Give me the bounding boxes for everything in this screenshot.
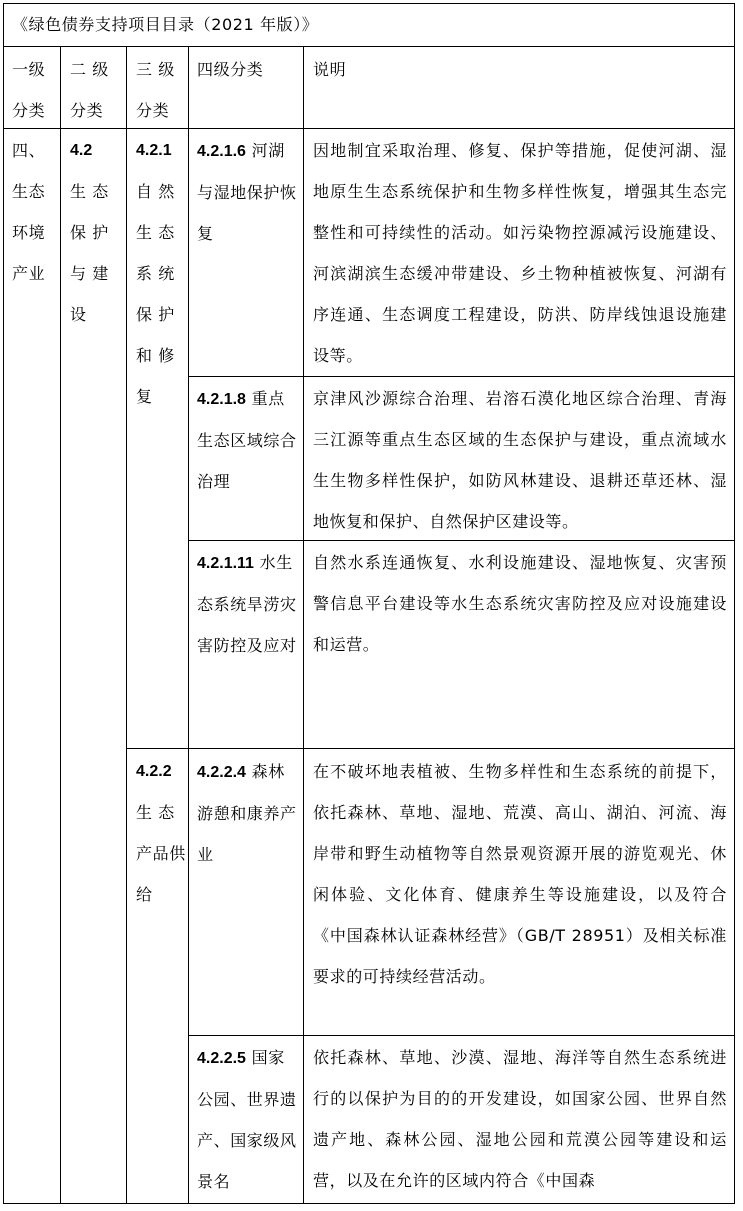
rule-row1-bottom [188,376,735,377]
level2-name: 生 态保 护与 建设 [70,182,109,324]
level3-name: 自 然生 态系 统保 护和 修复 [136,182,175,406]
table-row [197,130,297,254]
table-row [197,1037,297,1202]
level4-code: 4.2.1.8 [197,391,246,408]
level3-code: 4.2.1 [136,142,172,159]
rule-col3 [188,46,189,1204]
rule-col1 [60,46,61,1204]
row-description: 京津风沙源综合治理、岩溶石漠化地区综合治理、青海三江源等重点生态区域的生态保护与建设，重点流域水生生物多样性保护，如防风林建设、退耕还草还林、湿地恢复和保护、自然保护区建设等。 [313,389,727,531]
table-title: 《绿色债券支持项目目录（2021 年版）》 [12,15,319,34]
row-description: 自然水系连通恢复、水利设施建设、湿地恢复、灾害预警信息平台建设等水生态系统灾害防控及应对设施建设和运营。 [313,553,727,654]
level4-code: 4.2.2.4 [197,764,246,781]
level4-name: 国家公园、世界遗产、国家级风景名 [197,1048,297,1191]
rule-left [3,3,4,1204]
rule-col2 [126,46,127,1204]
level4-name: 水生态系统旱涝灾害防控及应对 [197,553,297,655]
level4-name: 重点生态区域综合治理 [197,389,297,491]
level3-name: 生 态产品供给 [136,803,186,904]
rule-right [734,3,735,1204]
level1-label: 四、生态环境产业 [12,141,46,283]
rule-row3-bottom [126,748,735,749]
rule-bottom [3,1203,735,1204]
rule-top [3,3,735,4]
header-level2-line2: 分类 [70,101,104,120]
level2-code: 4.2 [70,142,93,159]
table-row [197,542,297,666]
level4-name: 河湖与湿地保护恢复 [197,141,297,243]
level3-code: 4.2.2 [136,763,172,780]
table-row [197,751,297,875]
row-description: 因地制宜采取治理、修复、保护等措施，促使河湖、湿地原生生态系统保护和生物多样性恢复，增强其生态完整性和可持续性的活动。如污染物控源减污设施建设、河滨湖滨生态缓冲带建设、乡土物种植被恢复、河湖有序连通、生态调度工程建设，防洪、防岸线蚀退设施建设等。 [313,141,727,365]
level4-code: 4.2.2.5 [197,1050,246,1067]
header-level1: 一级分类 [12,60,46,120]
header-level3-line1: 三 级 [136,60,175,79]
header-level2-line1: 二 级 [70,60,109,79]
level4-code: 4.2.1.6 [197,143,246,160]
row-description: 在不破坏地表植被、生物多样性和生态系统的前提下，依托森林、草地、湿地、荒漠、高山、湖泊、河流、海岸带和野生动植物等自然景观资源开展的游览观光、休闲体验、文化体育、健康养生等设施建设，以及符合《中国森林认证森林经营》（GB/T 28951）及相关标准要求的可持续经营活动。 [313,762,727,986]
level4-code: 4.2.1.11 [197,555,254,572]
level4-name: 森林游憩和康养产业 [197,762,297,864]
header-level3-line2: 分类 [136,101,170,120]
table-row [197,378,297,502]
row-description: 依托森林、草地、沙漠、湿地、海洋等自然生态系统进行的以保护为目的的开发建设，如国家公园、世界自然遗产地、森林公园、湿地公园和荒漠公园等建设和运营，以及在允许的区域内符合《中国森 [313,1048,727,1190]
header-description: 说明 [313,60,347,79]
rule-row4-bottom [188,1035,735,1036]
header-level4: 四级分类 [197,60,264,79]
rule-title-bottom [3,46,735,47]
rule-col4 [303,46,304,1204]
